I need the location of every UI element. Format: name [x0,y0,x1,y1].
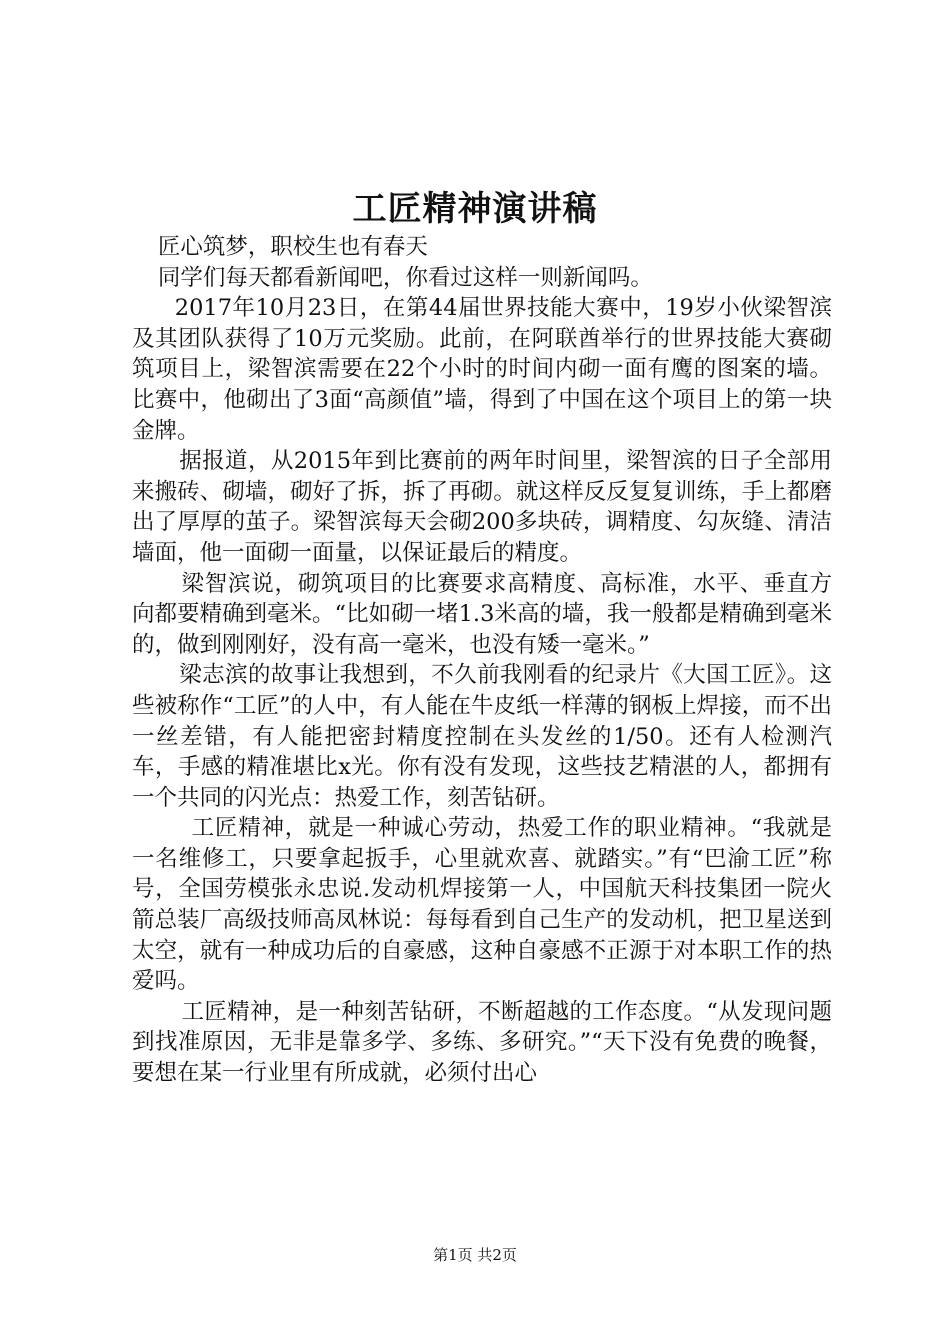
paragraph-news: 2017年10月23日，在第44届世界技能大赛中，19岁小伙梁智滨及其团队获得了10万元奖励。此前，在阿联酋举行的世界技能大赛砌筑项目上，梁智滨需要在22个小时的时间内砌一面有鹰的图案的墙。比赛中，他砌出了3面“高颜值”墙，得到了中国在这个项目上的第一块金牌。 [132,295,832,444]
paragraph-training: 据报道，从2015年到比赛前的两年时间里，梁智滨的日子全部用来搬砖、砌墙，砌好了拆，拆了再砌。就这样反反复复训练，手上都磨出了厚厚的茧子。梁智滨每天会砌200多块砖，调精度、勾灰缝、清洁墙面，他一面砌一面量，以保证最后的精度。 [132,448,832,566]
paragraph-documentary: 梁志滨的故事让我想到，不久前我刚看的纪录片《大国工匠》。这些被称作“工匠”的人中，有人能在牛皮纸一样薄的钢板上焊接，而不出一丝差错，有人能把密封精度控制在头发丝的1/50。还有人检测汽车，手感的精准堪比x光。你有没有发现，这些技艺精湛的人，都拥有一个共同的闪光点：热爱工作，刻苦钻研。 [132,662,832,811]
paragraph-subtitle: 匠心筑梦，职校生也有春天 [157,234,428,260]
paragraph-craftsman-spirit-2: 工匠精神，是一种刻苦钻研，不断超越的工作态度。“从发现问题到找准原因，无非是靠多学、多练、多研究。”“天下没有免费的晚餐，要想在某一行业里有所成就，必须付出心 [132,998,832,1087]
paragraph-craftsman-spirit-1: 工匠精神，就是一种诚心劳动，热爱工作的职业精神。“我就是一名维修工，只要拿起扳手，心里就欢喜、就踏实。”有“巴渝工匠”称号，全国劳模张永忠说.发动机焊接第一人，中国航天科技集团一院火箭总装厂高级技师高凤林说：每每看到自己生产的发动机，把卫星送到太空，就有一种成功后的自豪感，这种自豪感不正源于对本职工作的热爱吗。 [132,815,832,995]
document-title: 工匠精神演讲稿 [352,189,598,229]
page-footer: 第1页 共2页 [433,1246,517,1264]
paragraph-intro: 同学们每天都看新闻吧，你看过这样一则新闻吗。 [157,264,653,291]
paragraph-quote: 梁智滨说，砌筑项目的比赛要求高精度、高标准，水平、垂直方向都要精确到毫米。“比如砌一堵1.3米高的墙，我一般都是精确到毫米的，做到刚刚好，没有高一毫米，也没有矮一毫米。” [132,570,832,658]
document-body [132,232,832,1089]
